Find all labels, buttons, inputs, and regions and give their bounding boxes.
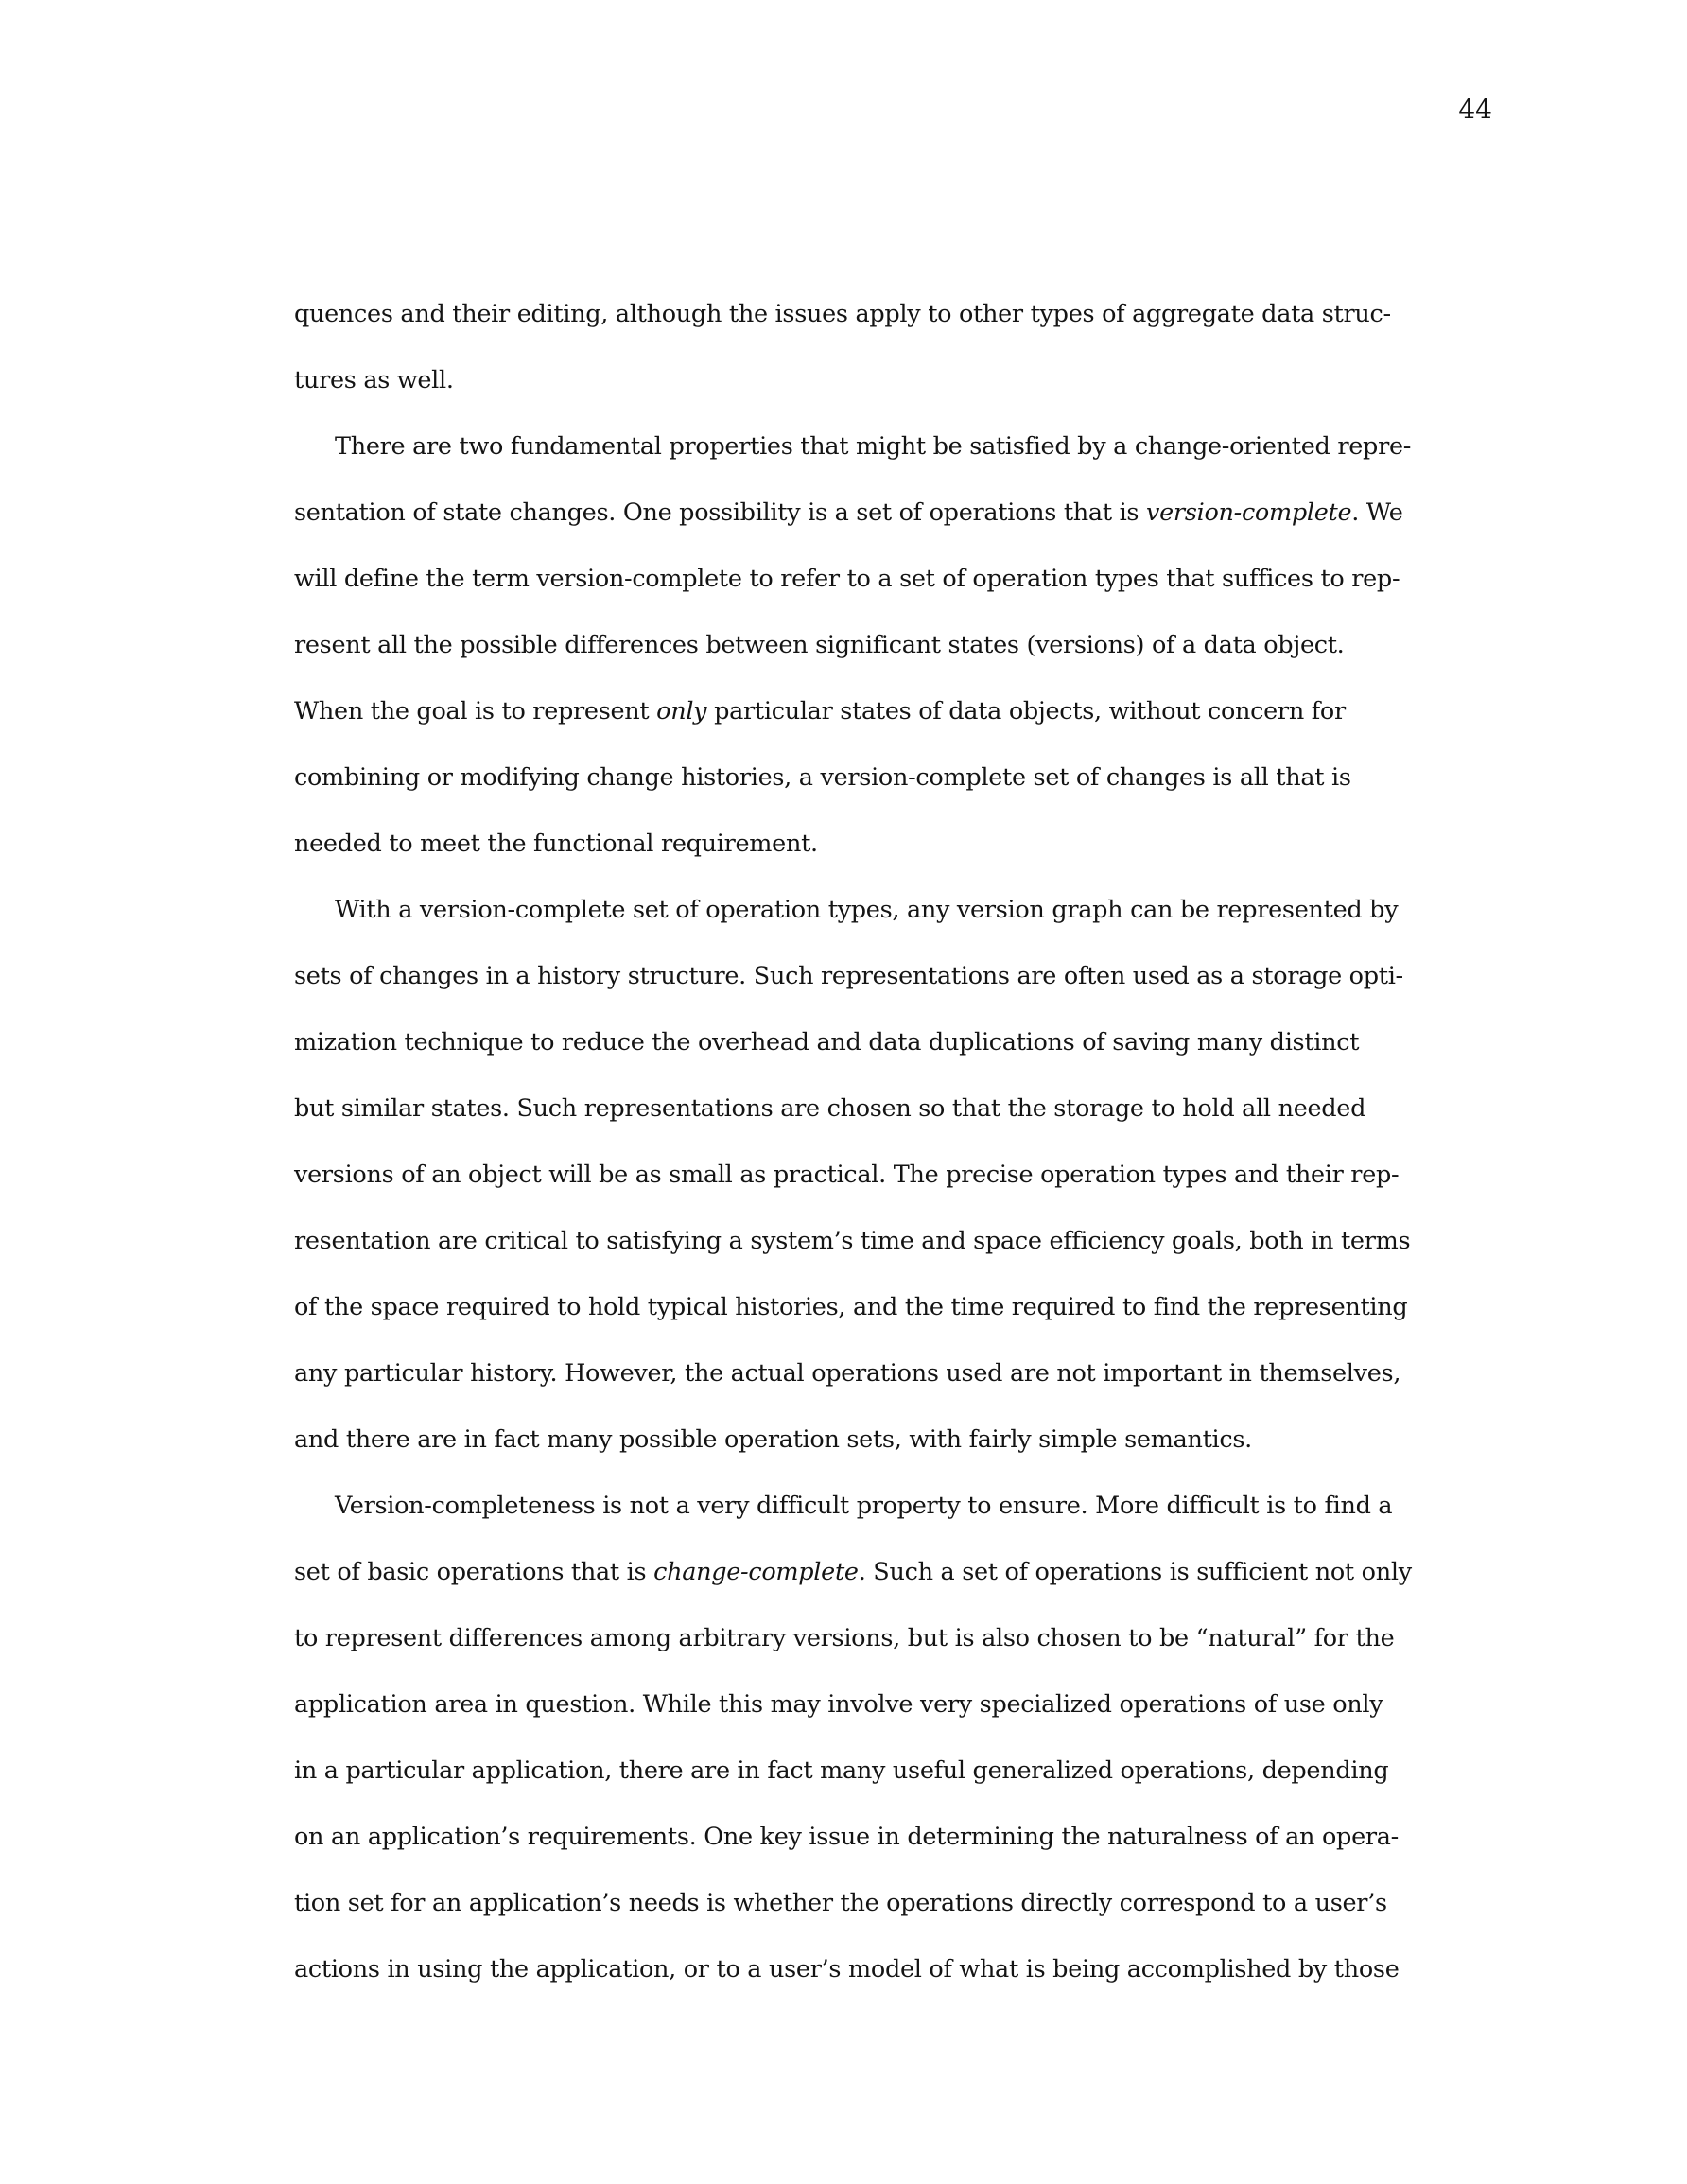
text-line: and there are in fact many possible operation sets, with fairly simple semantics. xyxy=(294,1425,1252,1454)
text-line: resentation are critical to satisfying a system’s time and space efficiency goals, both in terms xyxy=(294,1227,1411,1255)
text-line: mization technique to reduce the overhead and data duplications of saving many distinct xyxy=(294,1028,1360,1057)
text-line: versions of an object will be as small as practical. The precise operation types and their rep- xyxy=(294,1161,1400,1189)
text-line: any particular history. However, the actual operations used are not important in themselves, xyxy=(294,1359,1401,1388)
text-line: of the space required to hold typical histories, and the time required to find the representing xyxy=(294,1293,1408,1321)
text-line: With a version-complete set of operation types, any version graph can be represented by xyxy=(335,896,1399,924)
text-line: resent all the possible differences between significant states (versions) of a data object. xyxy=(294,631,1345,659)
text-line: sentation of state changes. One possibility is a set of operations that is version-complete. We xyxy=(294,498,1403,527)
text-line: application area in question. While this may involve very specialized operations of use only xyxy=(294,1690,1383,1719)
text-line: to represent differences among arbitrary versions, but is also chosen to be “natural” for the xyxy=(294,1624,1395,1652)
text-line: set of basic operations that is change-complete. Such a set of operations is sufficient not only xyxy=(294,1558,1412,1586)
text-line: but similar states. Such representations are chosen so that the storage to hold all needed xyxy=(294,1094,1366,1123)
text-line: needed to meet the functional requirement. xyxy=(294,830,818,858)
text-line: There are two fundamental properties that might be satisfied by a change-oriented repre- xyxy=(335,432,1412,461)
text-line: in a particular application, there are in fact many useful generalized operations, depending xyxy=(294,1756,1389,1785)
text-line: tion set for an application’s needs is whether the operations directly correspond to a user’s xyxy=(294,1889,1387,1917)
page-number: 44 xyxy=(1458,94,1492,125)
text-line: sets of changes in a history structure. Such representations are often used as a storage opti- xyxy=(294,962,1403,990)
text-line: Version-completeness is not a very difficult property to ensure. More difficult is to find a xyxy=(335,1492,1393,1520)
text-line: combining or modifying change histories, a version-complete set of changes is all that is xyxy=(294,763,1351,792)
text-line: tures as well. xyxy=(294,366,454,394)
text-line: actions in using the application, or to a user’s model of what is being accomplished by those xyxy=(294,1955,1400,1983)
text-line: will define the term version-complete to refer to a set of operation types that suffices to rep- xyxy=(294,565,1400,593)
text-line: When the goal is to represent only particular states of data objects, without concern for xyxy=(294,697,1346,725)
text-line: on an application’s requirements. One key issue in determining the naturalness of an opera- xyxy=(294,1823,1399,1851)
body-text xyxy=(294,281,1467,2002)
text-line: quences and their editing, although the issues apply to other types of aggregate data struc- xyxy=(294,300,1391,328)
